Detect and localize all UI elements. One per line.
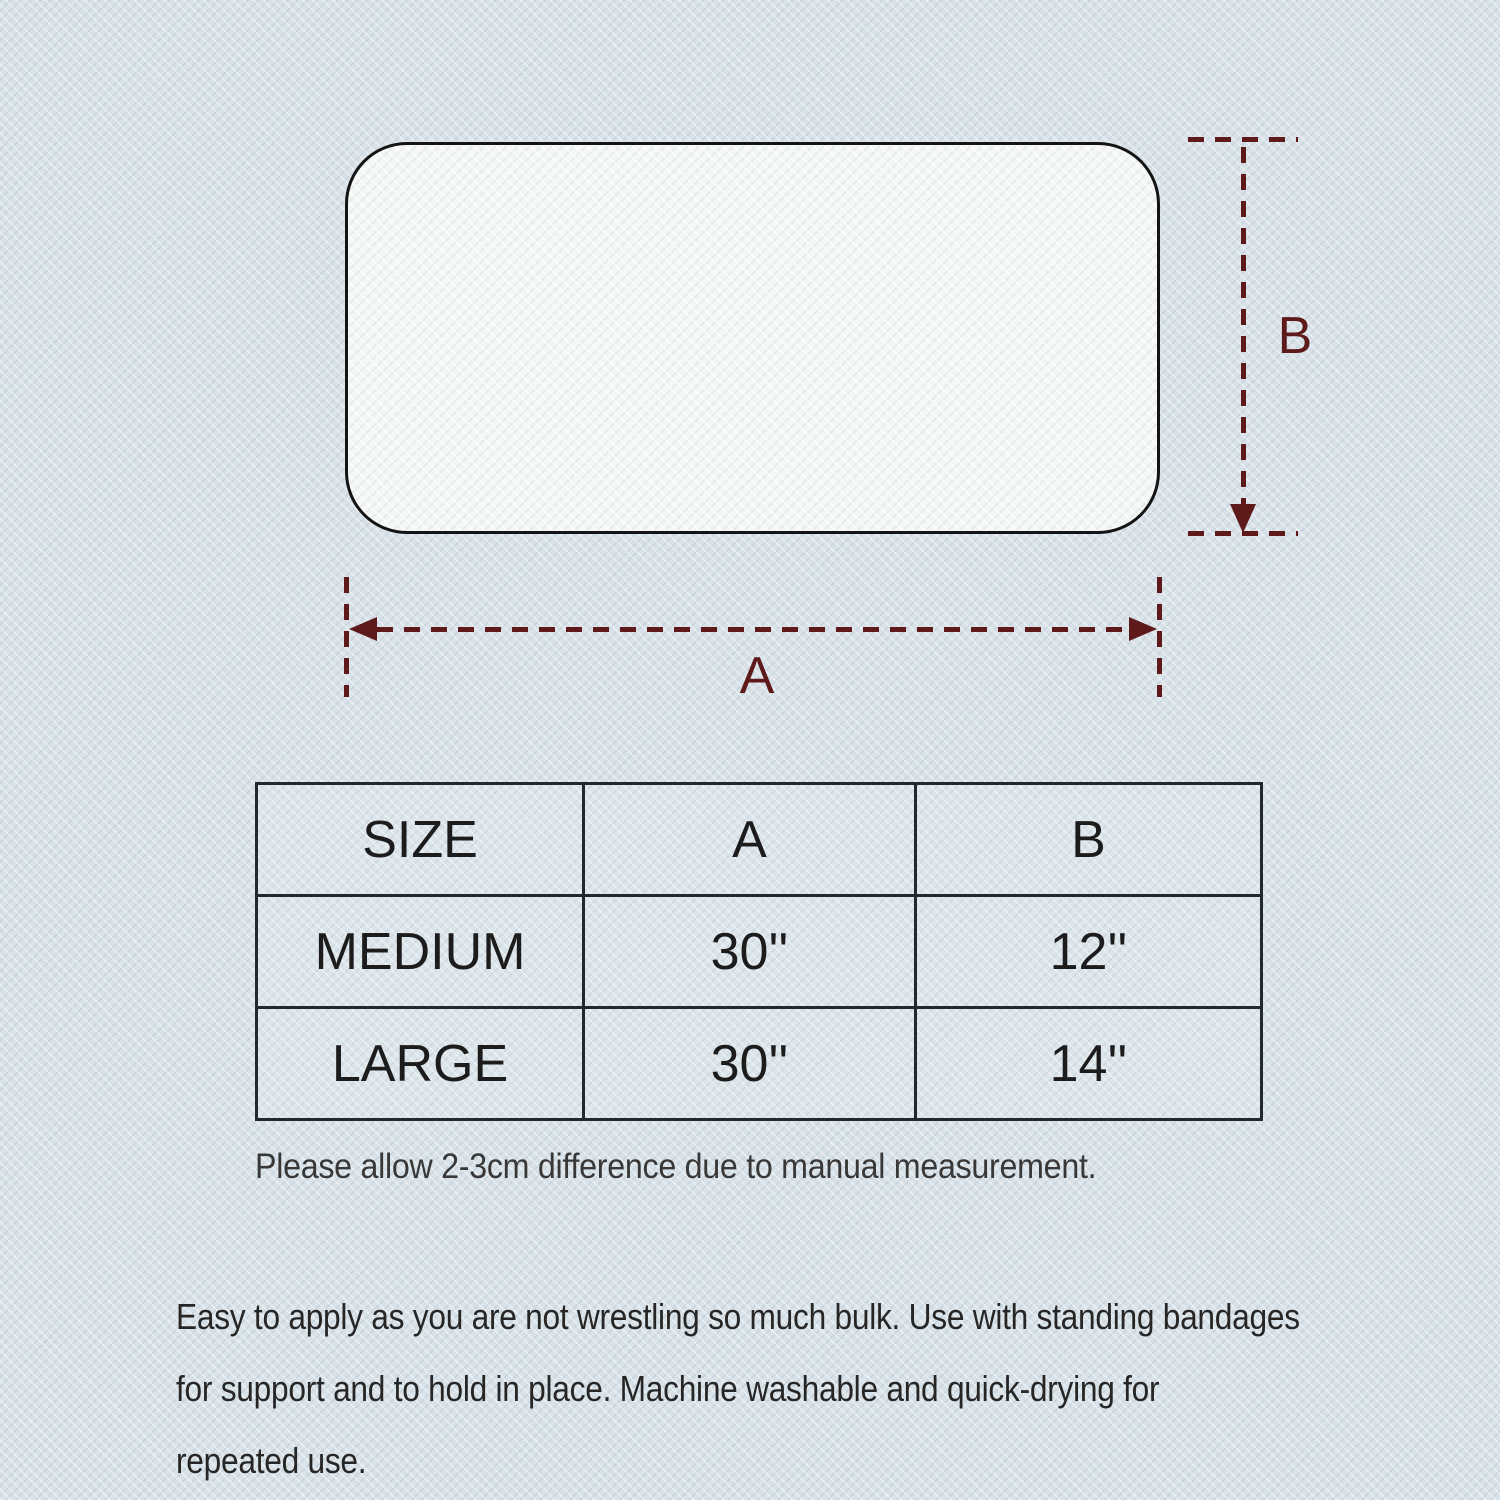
dimension-a-arrowhead-right-icon <box>1129 617 1157 641</box>
size-table-row-medium <box>257 896 1262 1008</box>
dimension-b-label: B <box>1277 307 1313 365</box>
size-table-header-size: SIZE <box>257 784 584 896</box>
dimension-b-line <box>1241 147 1246 509</box>
size-table-header-a: A <box>584 784 916 896</box>
medium-a-value: 30'' <box>584 896 916 1008</box>
dimension-a-extension-right <box>1157 577 1162 697</box>
product-outline-shape <box>345 142 1160 534</box>
dimension-a-line <box>377 627 1130 632</box>
size-cell-large: LARGE <box>257 1008 584 1120</box>
description-line-2: for support and to hold in place. Machine washable and quick-drying for <box>176 1368 1160 1409</box>
size-table <box>255 782 1263 1121</box>
size-table-header-b: B <box>916 784 1262 896</box>
size-table-header-row <box>257 784 1262 896</box>
large-b-value: 14'' <box>916 1008 1262 1120</box>
dimension-b-extension-top <box>1188 137 1298 142</box>
measurement-note: Please allow 2-3cm difference due to manual measurement. <box>255 1147 1097 1186</box>
description-line-3: repeated use. <box>176 1440 367 1481</box>
medium-b-value: 12'' <box>916 896 1262 1008</box>
size-cell-medium: MEDIUM <box>257 896 584 1008</box>
size-table-row-large <box>257 1008 1262 1120</box>
description-line-1: Easy to apply as you are not wrestling so much bulk. Use with standing bandages <box>176 1296 1300 1337</box>
dimension-a-label: A <box>739 647 775 705</box>
dimension-b-arrowhead-down-icon <box>1230 504 1256 533</box>
product-description <box>176 1281 1300 1497</box>
large-a-value: 30'' <box>584 1008 916 1120</box>
dimension-a-arrowhead-left-icon <box>349 617 377 641</box>
